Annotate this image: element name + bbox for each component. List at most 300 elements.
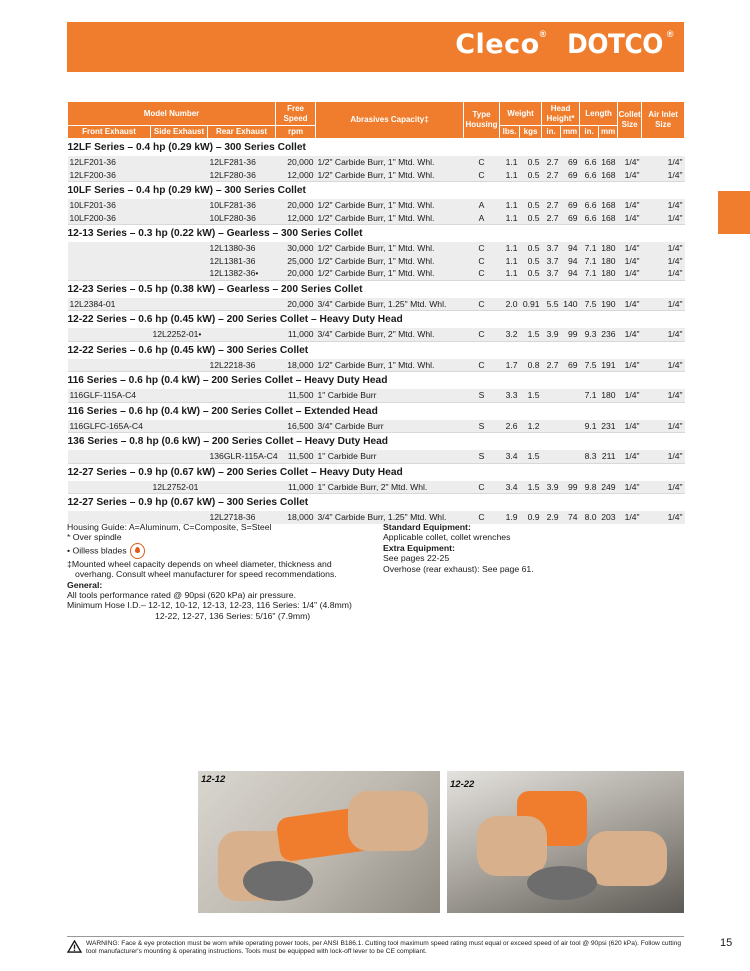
cell-type-housing: C xyxy=(464,298,500,311)
side-tab xyxy=(718,191,750,234)
cell-type-housing: C xyxy=(464,255,500,268)
cell-rear-exhaust: 10LF281-36 xyxy=(208,199,276,212)
cell-abrasives: 1/2" Carbide Burr, 1" Mtd. Whl. xyxy=(316,255,464,268)
cell-free-speed: 20,000 xyxy=(276,156,316,169)
cell-front-exhaust xyxy=(68,267,151,280)
cell-type-housing: A xyxy=(464,199,500,212)
cell-rear-exhaust: 136GLR-115A-C4 xyxy=(209,451,278,461)
cell-weight-kgs: 0.91 xyxy=(520,298,542,311)
table-row xyxy=(68,389,685,402)
cell-head-height-mm: 94 xyxy=(561,242,580,255)
cell-collet-size: 1/4" xyxy=(618,511,642,524)
cell-head-height-in: 3.7 xyxy=(542,267,561,280)
cell-collet-size: 1/4" xyxy=(618,212,642,225)
cell-length-in: 6.6 xyxy=(580,199,599,212)
cell-head-height-mm: 94 xyxy=(561,267,580,280)
cell-air-inlet: 1/4" xyxy=(642,267,685,280)
cell-collet-size: 1/4" xyxy=(618,298,642,311)
cell-collet-size: 1/4" xyxy=(618,255,642,268)
cell-front-exhaust: 12L2384-01 xyxy=(68,298,151,311)
cell-length-in: 7.1 xyxy=(580,267,599,280)
cell-type-housing: C xyxy=(464,169,500,182)
cell-side-exhaust xyxy=(151,242,208,255)
series-heading-row xyxy=(68,280,685,298)
cell-head-height-mm: 140 xyxy=(561,298,580,311)
cell-air-inlet: 1/4" xyxy=(642,511,685,524)
table-row xyxy=(68,298,685,311)
cell-front-exhaust xyxy=(68,450,151,463)
cell-weight-lbs: 1.1 xyxy=(500,212,520,225)
cell-air-inlet: 1/4" xyxy=(642,420,685,433)
cell-free-speed: 18,000 xyxy=(276,511,316,524)
extra-text-2: Overhose (rear exhaust): See page 61. xyxy=(383,563,534,574)
cell-abrasives: 3/4" Carbide Burr xyxy=(316,420,464,433)
cell-free-speed: 20,000 xyxy=(276,298,316,311)
dotco-logo: DOTCO xyxy=(566,29,663,60)
cell-weight-kgs: 0.5 xyxy=(520,242,542,255)
cell-head-height-mm: 69 xyxy=(561,199,580,212)
cell-collet-size: 1/4" xyxy=(618,359,642,372)
workpiece-shape xyxy=(527,866,597,900)
cell-length-mm: 236 xyxy=(599,328,618,341)
cell-head-height-mm: 69 xyxy=(561,169,580,182)
series-heading: 12-23 Series – 0.5 hp (0.38 kW) – Gearless – 200 Series Collet xyxy=(68,280,685,298)
series-heading-row xyxy=(68,372,685,390)
cell-abrasives: 1/2" Carbide Burr, 1" Mtd. Whl. xyxy=(316,199,464,212)
cell-head-height-in xyxy=(542,450,561,463)
cell-head-height-mm: 74 xyxy=(561,511,580,524)
cell-rear-exhaust xyxy=(208,389,276,402)
cell-collet-size: 1/4" xyxy=(618,156,642,169)
cell-side-exhaust: 12L2252-01• xyxy=(151,328,208,341)
cell-head-height-mm: 94 xyxy=(561,255,580,268)
cell-abrasives: 3/4" Carbide Burr, 1.25" Mtd. Whl. xyxy=(316,298,464,311)
extra-text-1: See pages 22-25 xyxy=(383,553,450,564)
cell-weight-lbs: 1.1 xyxy=(500,169,520,182)
cell-air-inlet: 1/4" xyxy=(642,481,685,494)
cell-head-height-in: 3.7 xyxy=(542,242,561,255)
cell-side-exhaust xyxy=(151,267,208,280)
cell-rear-exhaust: 12LF281-36 xyxy=(208,156,276,169)
table-row xyxy=(68,169,685,182)
spec-table-body xyxy=(68,139,685,524)
cell-side-exhaust xyxy=(151,199,208,212)
cell-collet-size: 1/4" xyxy=(618,481,642,494)
cell-collet-size: 1/4" xyxy=(618,169,642,182)
cell-weight-kgs: 1.5 xyxy=(520,328,542,341)
cell-free-speed: 25,000 xyxy=(276,255,316,268)
general-heading: General: xyxy=(67,579,103,590)
cell-rear-exhaust: 12L1381-36 xyxy=(208,255,276,268)
cell-abrasives: 1/2" Carbide Burr, 1" Mtd. Whl. xyxy=(316,156,464,169)
standard-text: Applicable collet, collet wrenches xyxy=(383,532,511,543)
series-heading-row xyxy=(68,311,685,329)
cell-weight-lbs: 3.2 xyxy=(500,328,520,341)
header-free-speed: Free Speed xyxy=(276,102,316,126)
photo-label-12-12: 12-12 xyxy=(201,774,226,785)
flame-icon xyxy=(130,543,145,559)
cell-air-inlet: 1/4" xyxy=(642,298,685,311)
cell-free-speed: 11,000 xyxy=(276,328,316,341)
cell-length-in: 7.1 xyxy=(580,255,599,268)
cell-weight-lbs: 2.0 xyxy=(500,298,520,311)
cell-front-exhaust xyxy=(68,242,151,255)
cell-head-height-in: 2.9 xyxy=(542,511,561,524)
table-row xyxy=(68,212,685,225)
cell-rear-exhaust: 12LF280-36 xyxy=(208,169,276,182)
header-head-height: Head Height* xyxy=(542,102,580,126)
series-heading-row xyxy=(68,182,685,200)
cell-rear-exhaust xyxy=(208,298,276,311)
mounted-wheel-note: ‡Mounted wheel capacity depends on wheel diameter, thickness and xyxy=(67,558,332,569)
cell-weight-kgs: 0.5 xyxy=(520,199,542,212)
standard-heading: Standard Equipment: xyxy=(383,522,471,532)
cell-rear-exhaust xyxy=(208,420,276,433)
series-heading-row xyxy=(68,494,685,512)
cell-air-inlet: 1/4" xyxy=(642,359,685,372)
page-number: 15 xyxy=(720,937,733,949)
cell-rear-exhaust: 12L2218-36 xyxy=(208,359,276,372)
cell-abrasives: 3/4" Carbide Burr, 1.25" Mtd. Whl. xyxy=(316,511,464,524)
cell-free-speed: 11,000 xyxy=(276,481,316,494)
cell-abrasives: 1" Carbide Burr, 2" Mtd. Whl. xyxy=(316,481,464,494)
table-row xyxy=(68,242,685,255)
table-row xyxy=(68,255,685,268)
cell-length-mm: 190 xyxy=(599,298,618,311)
cell-air-inlet: 1/4" xyxy=(642,169,685,182)
warning-text: WARNING: Face & eye protection must be worn while operating power tools, per ANSI B186.1. Cutting tool maximum speed rating must equal or exceed speed of air tool @ 90psi (620 kPa). Follow cutting tool manufacturer's mounting & operating instructions. Tools must be equipped with lock-off lever to be CE compliant. xyxy=(86,940,682,955)
cell-air-inlet: 1/4" xyxy=(642,212,685,225)
cell-free-speed: 18,000 xyxy=(276,359,316,372)
cell-length-in: 8.3 xyxy=(580,450,599,463)
cell-abrasives: 1/2" Carbide Burr, 1" Mtd. Whl. xyxy=(316,169,464,182)
cell-rear-exhaust xyxy=(208,481,276,494)
header-in-height: in. xyxy=(542,126,561,139)
cell-abrasives: 1/2" Carbide Burr, 1" Mtd. Whl. xyxy=(316,242,464,255)
cell-head-height-in: 3.9 xyxy=(542,328,561,341)
cell-head-height-mm xyxy=(561,420,580,433)
oilless-note: • Oilless blades xyxy=(67,545,127,556)
cell-weight-kgs: 0.5 xyxy=(520,156,542,169)
cell-head-height-mm: 99 xyxy=(561,328,580,341)
extra-heading: Extra Equipment: xyxy=(383,542,455,553)
photo-12-12 xyxy=(198,771,440,913)
header-abrasives: Abrasives Capacity‡ xyxy=(316,102,464,139)
cell-type-housing: C xyxy=(464,511,500,524)
cell-air-inlet: 1/4" xyxy=(642,255,685,268)
housing-guide: Housing Guide: A=Aluminum, C=Composite, S=Steel xyxy=(67,522,272,532)
cell-head-height-in: 5.5 xyxy=(542,298,561,311)
cell-rear-exhaust: 12L1380-36 xyxy=(208,242,276,255)
cell-front-exhaust: 10LF200-36 xyxy=(68,212,151,225)
cell-side-exhaust xyxy=(151,359,208,372)
notes-right xyxy=(383,522,683,574)
cell-air-inlet: 1/4" xyxy=(642,328,685,341)
cell-head-height-mm xyxy=(561,389,580,402)
header-rpm: rpm xyxy=(276,126,316,139)
cell-type-housing: C xyxy=(464,359,500,372)
cell-collet-size: 1/4" xyxy=(618,450,642,463)
series-heading: 116 Series – 0.6 hp (0.4 kW) – 200 Series Collet – Extended Head xyxy=(68,402,685,420)
cell-weight-kgs: 1.5 xyxy=(520,389,542,402)
header-weight: Weight xyxy=(500,102,542,126)
cell-length-in: 8.0 xyxy=(580,511,599,524)
cell-head-height-mm: 69 xyxy=(561,156,580,169)
header-front-exhaust: Front Exhaust xyxy=(68,126,151,139)
cell-weight-kgs: 1.2 xyxy=(520,420,542,433)
cell-weight-lbs: 2.6 xyxy=(500,420,520,433)
cell-head-height-mm: 69 xyxy=(561,359,580,372)
photo-label-12-22: 12-22 xyxy=(450,779,475,790)
cell-head-height-in: 2.7 xyxy=(542,359,561,372)
table-row xyxy=(68,267,685,280)
series-heading: 116 Series – 0.6 hp (0.4 kW) – 200 Series Collet – Heavy Duty Head xyxy=(68,372,685,390)
header-collet-size: Collet Size xyxy=(618,102,642,139)
cell-length-in: 7.5 xyxy=(580,359,599,372)
cell-collet-size: 1/4" xyxy=(618,420,642,433)
series-heading: 10LF Series – 0.4 hp (0.29 kW) – 300 Series Collet xyxy=(68,182,685,200)
series-heading: 12-22 Series – 0.6 hp (0.45 kW) – 200 Series Collet – Heavy Duty Head xyxy=(68,311,685,329)
cell-length-mm: 180 xyxy=(599,389,618,402)
cell-length-in: 6.6 xyxy=(580,156,599,169)
cell-head-height-in: 2.7 xyxy=(542,199,561,212)
cell-type-housing: C xyxy=(464,267,500,280)
cell-abrasives: 1" Carbide Burr xyxy=(316,389,464,402)
cell-weight-lbs: 1.1 xyxy=(500,255,520,268)
cell-weight-kgs: 0.8 xyxy=(520,359,542,372)
series-heading-row xyxy=(68,225,685,243)
cell-free-speed: 11,500 xyxy=(276,450,316,463)
cell-type-housing: S xyxy=(464,420,500,433)
cell-head-height-in: 3.9 xyxy=(542,481,561,494)
cell-air-inlet: 1/4" xyxy=(642,199,685,212)
cell-weight-kgs: 0.5 xyxy=(520,267,542,280)
cell-length-mm: 168 xyxy=(599,212,618,225)
cell-side-exhaust xyxy=(151,212,208,225)
series-heading: 136 Series – 0.8 hp (0.6 kW) – 200 Series Collet – Heavy Duty Head xyxy=(68,433,685,451)
cell-abrasives: 1/2" Carbide Burr, 1" Mtd. Whl. xyxy=(316,212,464,225)
hand-shape xyxy=(477,816,547,876)
table-row xyxy=(68,420,685,433)
cell-length-mm: 211 xyxy=(599,450,618,463)
mounted-wheel-note-2: overhang. Consult wheel manufacturer for speed recommendations. xyxy=(75,569,337,580)
cell-weight-kgs: 0.9 xyxy=(520,511,542,524)
cell-length-in: 9.3 xyxy=(580,328,599,341)
cell-type-housing: S xyxy=(464,450,500,463)
series-heading: 12-27 Series – 0.9 hp (0.67 kW) – 300 Series Collet xyxy=(68,494,685,512)
header-model-number: Model Number xyxy=(68,102,276,126)
cell-abrasives: 1/2" Carbide Burr, 1" Mtd. Whl. xyxy=(316,359,464,372)
cell-weight-kgs: 0.5 xyxy=(520,255,542,268)
cell-collet-size: 1/4" xyxy=(618,199,642,212)
cell-head-height-in: 2.7 xyxy=(542,156,561,169)
series-heading: 12LF Series – 0.4 hp (0.29 kW) – 300 Series Collet xyxy=(68,139,685,157)
cell-side-exhaust: 12L2752-01 xyxy=(151,481,208,494)
cell-length-mm: 231 xyxy=(599,420,618,433)
cell-front-exhaust xyxy=(68,255,151,268)
cell-type-housing: A xyxy=(464,212,500,225)
cell-front-exhaust xyxy=(68,328,151,341)
cell-head-height-in xyxy=(542,420,561,433)
cell-type-housing: C xyxy=(464,156,500,169)
cell-head-height-mm xyxy=(561,450,580,463)
table-row xyxy=(68,481,685,494)
cell-free-speed: 12,000 xyxy=(276,169,316,182)
cell-air-inlet: 1/4" xyxy=(642,450,685,463)
header-lbs: lbs. xyxy=(500,126,520,139)
cell-weight-lbs: 1.1 xyxy=(500,267,520,280)
brand-logos: Cleco® DOTCO ® xyxy=(455,29,674,60)
cell-front-exhaust: 10LF201-36 xyxy=(68,199,151,212)
cell-front-exhaust: 116GLFC-165A-C4 xyxy=(68,420,151,433)
cell-side-exhaust xyxy=(151,450,208,463)
cell-side-exhaust xyxy=(151,389,208,402)
series-heading-row xyxy=(68,139,685,157)
cell-head-height-in: 2.7 xyxy=(542,212,561,225)
cell-free-speed: 16,500 xyxy=(276,420,316,433)
cell-length-mm: 180 xyxy=(599,255,618,268)
cell-collet-size: 1/4" xyxy=(618,267,642,280)
cell-head-height-in xyxy=(542,389,561,402)
series-heading: 12-22 Series – 0.6 hp (0.45 kW) – 300 Series Collet xyxy=(68,341,685,359)
cell-collet-size: 1/4" xyxy=(618,242,642,255)
header-kgs: kgs xyxy=(520,126,542,139)
series-heading: 12-13 Series – 0.3 hp (0.22 kW) – Gearless – 300 Series Collet xyxy=(68,225,685,243)
cell-length-in: 7.5 xyxy=(580,298,599,311)
cell-head-height-in: 2.7 xyxy=(542,169,561,182)
spec-table xyxy=(67,101,685,524)
workpiece-shape xyxy=(243,861,313,901)
cell-weight-lbs: 1.9 xyxy=(500,511,520,524)
header-mm-length: mm xyxy=(599,126,618,139)
cell-rear-exhaust xyxy=(208,328,276,341)
cell-weight-lbs: 1.7 xyxy=(500,359,520,372)
cell-collet-size: 1/4" xyxy=(618,328,642,341)
cell-rear-exhaust: 12L1382-36• xyxy=(208,267,276,280)
cell-length-in: 6.6 xyxy=(580,169,599,182)
cell-weight-lbs: 1.1 xyxy=(500,242,520,255)
cell-length-mm: 180 xyxy=(599,267,618,280)
cell-rear-exhaust: 10LF280-36 xyxy=(208,212,276,225)
cell-front-exhaust: 12LF200-36 xyxy=(68,169,151,182)
cell-type-housing: S xyxy=(464,389,500,402)
header-band xyxy=(67,22,684,72)
cell-free-speed: 20,000 xyxy=(276,267,316,280)
table-row xyxy=(68,450,685,463)
cell-weight-kgs: 1.5 xyxy=(520,481,542,494)
cell-length-mm: 168 xyxy=(599,156,618,169)
cell-collet-size: 1/4" xyxy=(618,389,642,402)
table-row xyxy=(68,199,685,212)
cell-abrasives: 3/4" Carbide Burr, 2" Mtd. Whl. xyxy=(316,328,464,341)
hose-note-1: Minimum Hose I.D.– 12-12, 10-12, 12-13, 12-23, 116 Series: 1/4" (4.8mm) xyxy=(67,600,352,611)
cell-front-exhaust: 116GLF-115A-C4 xyxy=(68,389,151,402)
cell-head-height-mm: 99 xyxy=(561,481,580,494)
notes-left xyxy=(67,522,377,621)
cell-weight-kgs: 1.5 xyxy=(520,450,542,463)
cell-free-speed: 11,500 xyxy=(276,389,316,402)
table-row xyxy=(68,359,685,372)
cell-free-speed: 12,000 xyxy=(276,212,316,225)
cell-free-speed: 20,000 xyxy=(276,199,316,212)
series-heading-row xyxy=(68,341,685,359)
cell-front-exhaust xyxy=(68,359,151,372)
cell-weight-kgs: 0.5 xyxy=(520,169,542,182)
series-heading-row xyxy=(68,463,685,481)
hose-note-2: 12-22, 12-27, 136 Series: 5/16" (7.9mm) xyxy=(155,610,311,621)
cell-length-in: 7.1 xyxy=(580,242,599,255)
cell-length-mm: 180 xyxy=(599,242,618,255)
cell-rear-exhaust: 12L2718-36 xyxy=(208,511,276,524)
series-heading-row xyxy=(68,433,685,451)
cell-length-in: 6.6 xyxy=(580,212,599,225)
general-text: All tools performance rated @ 90psi (620 kPa) air pressure. xyxy=(67,590,297,601)
cell-weight-lbs: 3.4 xyxy=(500,481,520,494)
cell-length-mm: 249 xyxy=(599,481,618,494)
cell-weight-lbs: 3.3 xyxy=(500,389,520,402)
cell-weight-lbs: 1.1 xyxy=(500,156,520,169)
cell-type-housing: C xyxy=(464,481,500,494)
cell-head-height-in: 3.7 xyxy=(542,255,561,268)
table-row xyxy=(68,328,685,341)
cell-length-mm: 168 xyxy=(599,199,618,212)
header-rear-exhaust: Rear Exhaust xyxy=(208,126,276,139)
header-side-exhaust: Side Exhaust xyxy=(151,126,208,139)
cell-head-height-mm: 69 xyxy=(561,212,580,225)
series-heading: 12-27 Series – 0.9 hp (0.67 kW) – 200 Series Collet – Heavy Duty Head xyxy=(68,463,685,481)
header-air-inlet: Air Inlet Size xyxy=(642,102,685,139)
cell-front-exhaust: 12LF201-36 xyxy=(68,156,151,169)
cell-side-exhaust xyxy=(151,298,208,311)
warning-icon xyxy=(67,940,82,953)
cell-type-housing: C xyxy=(464,328,500,341)
cell-free-speed: 30,000 xyxy=(276,242,316,255)
cell-side-exhaust xyxy=(151,420,208,433)
cell-weight-lbs: 1.1 xyxy=(500,199,520,212)
cell-side-exhaust xyxy=(151,169,208,182)
cell-front-exhaust xyxy=(68,481,151,494)
series-heading-row xyxy=(68,402,685,420)
cell-side-exhaust xyxy=(151,156,208,169)
warning-footer xyxy=(67,936,684,956)
cell-length-in: 7.1 xyxy=(580,389,599,402)
cell-air-inlet: 1/4" xyxy=(642,156,685,169)
header-in-length: in. xyxy=(580,126,599,139)
cell-weight-lbs: 3.4 xyxy=(500,450,520,463)
cell-length-in: 9.1 xyxy=(580,420,599,433)
cell-air-inlet: 1/4" xyxy=(642,242,685,255)
cell-weight-kgs: 0.5 xyxy=(520,212,542,225)
oilless-note-row xyxy=(67,543,377,559)
over-spindle-note: * Over spindle xyxy=(67,532,122,543)
header-type-housing: Type Housing xyxy=(464,102,500,139)
header-length: Length xyxy=(580,102,618,126)
cell-length-in: 9.8 xyxy=(580,481,599,494)
cell-length-mm: 203 xyxy=(599,511,618,524)
hand-shape-2 xyxy=(587,831,667,886)
hand-shape-2 xyxy=(348,791,428,851)
cell-side-exhaust xyxy=(151,255,208,268)
cell-length-mm: 191 xyxy=(599,359,618,372)
cell-air-inlet: 1/4" xyxy=(642,389,685,402)
cell-abrasives: 1/2" Carbide Burr, 1" Mtd. Whl. xyxy=(316,267,464,280)
cleco-logo: Cleco xyxy=(455,29,540,60)
header-mm-height: mm xyxy=(561,126,580,139)
photo-12-22 xyxy=(447,771,684,913)
cell-type-housing: C xyxy=(464,242,500,255)
cell-abrasives: 1" Carbide Burr xyxy=(316,450,464,463)
table-row xyxy=(68,156,685,169)
